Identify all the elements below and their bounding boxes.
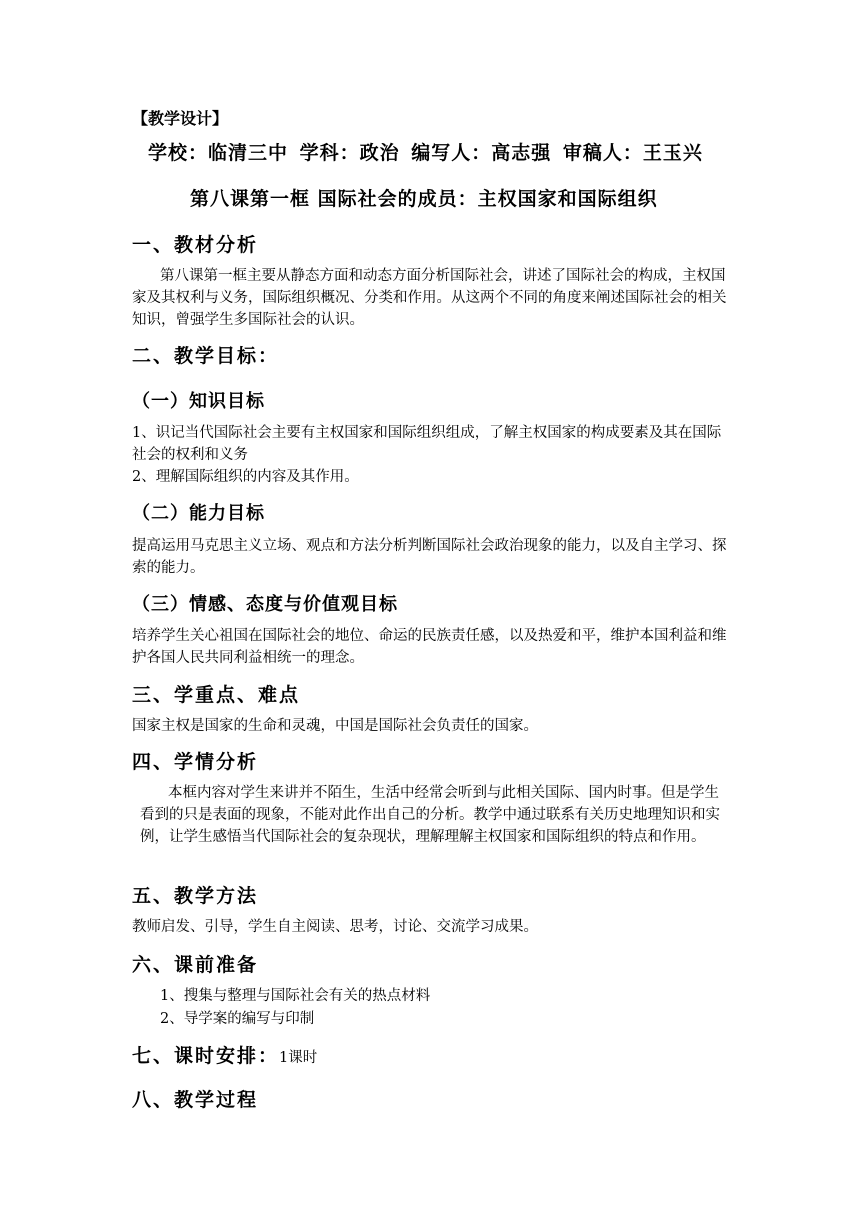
section-5-heading: 五、教学方法 bbox=[132, 885, 259, 907]
doc-tag: 【教学设计】 bbox=[132, 109, 229, 128]
section-5-text: 教师启发、引导，学生自主阅读、思考，讨论、交流学习成果。 bbox=[132, 919, 538, 935]
section-8-heading: 八、教学过程 bbox=[132, 1089, 259, 1111]
ability-goal-heading: （二）能力目标 bbox=[132, 503, 265, 524]
section-3-text: 国家主权是国家的生命和灵魂，中国是国际社会负责任的国家。 bbox=[132, 718, 538, 734]
ability-goal-text: 提高运用马克思主义立场、观点和方法分析判断国际社会政治现象的能力，以及自主学习、探索的能力。 bbox=[132, 538, 727, 576]
section-6-item-2: 2、导学案的编写与印制 bbox=[160, 1011, 315, 1027]
emotion-goal-text: 培养学生关心祖国在国际社会的地位、命运的民族责任感，以及热爱和平，维护本国利益和维护各国人民共同利益相统一的理念。 bbox=[132, 628, 727, 666]
section-1-heading: 一、教材分析 bbox=[132, 234, 259, 256]
knowledge-goal-heading: （一）知识目标 bbox=[132, 391, 265, 412]
lesson-title: 第八课第一框 国际社会的成员：主权国家和国际组织 bbox=[190, 188, 658, 210]
knowledge-goal-item-1: 1、识记当代国际社会主要有主权国家和国际组织组成，了解主权国家的构成要素及其在国际社会的权利和义务 bbox=[132, 425, 722, 463]
section-1-text: 第八课第一框主要从静态方面和动态方面分析国际社会，讲述了国际社会的构成，主权国家及其权利与义务，国际组织概况、分类和作用。从这两个不同的角度来阐述国际社会的相关知识，曾强学生多国际社会的认识。 bbox=[132, 268, 727, 328]
section-7-heading bbox=[132, 1041, 317, 1068]
knowledge-goal-item-2: 2、理解国际组织的内容及其作用。 bbox=[132, 469, 359, 485]
section-6-item-1: 1、搜集与整理与国际社会有关的热点材料 bbox=[160, 988, 431, 1004]
section-6-heading: 六、课前准备 bbox=[132, 954, 259, 976]
section-2-heading: 二、教学目标： bbox=[132, 345, 280, 367]
section-3-heading: 三、学重点、难点 bbox=[132, 684, 301, 706]
section-7-label: 七、课时安排： bbox=[132, 1045, 280, 1067]
doc-meta-line: 学校：临清三中 学科：政治 编写人：高志强 审稿人：王玉兴 bbox=[148, 142, 703, 164]
emotion-goal-heading: （三）情感、态度与价值观目标 bbox=[132, 594, 398, 615]
section-4-text: 本框内容对学生来讲并不陌生，生活中经常会听到与此相关国际、国内时事。但是学生看到的只是表面的现象，不能对此作出自己的分析。教学中通过联系有关历史地理知识和实例，让学生感悟当代国际社会的复杂现状，理解理解主权国家和国际组织的特点和作用。 bbox=[140, 785, 720, 845]
section-4-heading: 四、学情分析 bbox=[132, 751, 259, 773]
section-7-value: 1课时 bbox=[279, 1050, 318, 1066]
